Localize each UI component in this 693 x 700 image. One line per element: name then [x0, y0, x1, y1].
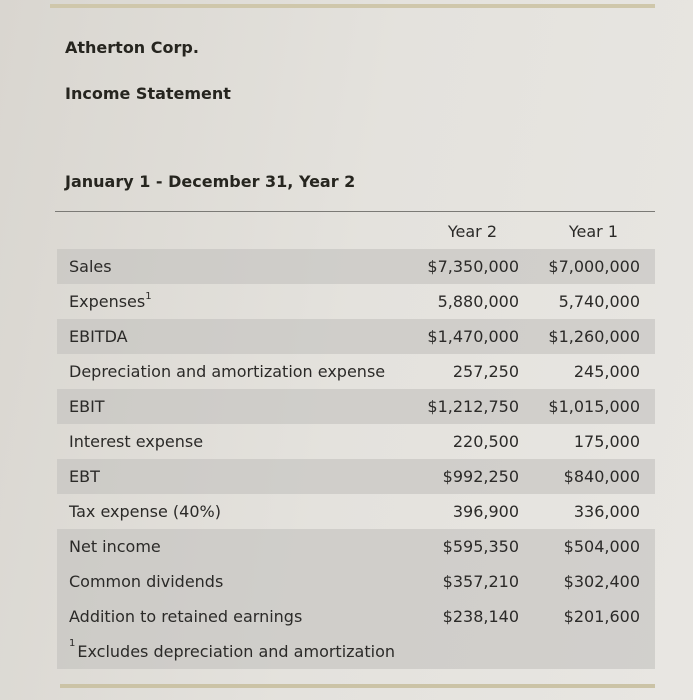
footnote-row [57, 634, 655, 669]
row-label: Net income [69, 537, 161, 556]
value-year2: 220,500 [452, 432, 519, 451]
value-year2: $992,250 [442, 467, 519, 486]
value-year1: $302,400 [563, 572, 640, 591]
table-row [57, 319, 655, 354]
footnote-marker: 1 [69, 637, 76, 649]
table-row [57, 249, 655, 284]
value-year2: $357,210 [442, 572, 519, 591]
value-year1: $7,000,000 [548, 257, 640, 276]
row-label: Expenses$^1$ [69, 290, 152, 311]
value-year1: 336,000 [573, 502, 640, 521]
table-row [57, 389, 655, 424]
table-row [57, 494, 655, 529]
table-row [57, 284, 655, 319]
top-rule [50, 4, 655, 8]
value-year1: 175,000 [573, 432, 640, 451]
value-year2: $7,350,000 [427, 257, 519, 276]
table-row [57, 459, 655, 494]
footnote [69, 634, 395, 669]
table-row [57, 424, 655, 459]
value-year2: 257,250 [452, 362, 519, 381]
table-row [57, 599, 655, 634]
row-label: Common dividends [69, 572, 224, 591]
value-year2: $1,212,750 [427, 397, 519, 416]
statement-title: Income Statement [65, 84, 231, 103]
bottom-rule [60, 684, 655, 688]
value-year1: $840,000 [563, 467, 640, 486]
row-label: Interest expense [69, 432, 204, 451]
row-label: Tax expense (40%) [69, 502, 221, 521]
value-year1: $1,260,000 [548, 327, 640, 346]
company-name: Atherton Corp. [65, 38, 199, 57]
table-row [57, 529, 655, 564]
value-year1: 5,740,000 [558, 292, 640, 311]
value-year1: $1,015,000 [548, 397, 640, 416]
table-row [57, 564, 655, 599]
table-top-rule [55, 211, 655, 212]
row-label: EBITDA [69, 327, 128, 346]
value-year1: $201,600 [563, 607, 640, 626]
footnote-text: Excludes depreciation and amortization [77, 642, 395, 661]
row-label: Addition to retained earnings [69, 607, 303, 626]
row-label: Depreciation and amortization expense [69, 362, 386, 381]
table-header-row [57, 214, 655, 249]
value-year2: $595,350 [442, 537, 519, 556]
value-year2: 5,880,000 [437, 292, 519, 311]
table-row [57, 354, 655, 389]
value-year1: 245,000 [573, 362, 640, 381]
row-label: EBT [69, 467, 100, 486]
value-year2: $1,470,000 [427, 327, 519, 346]
value-year2: $238,140 [442, 607, 519, 626]
footnote-marker: 1 [145, 290, 152, 302]
value-year2: 396,900 [452, 502, 519, 521]
value-year1: $504,000 [563, 537, 640, 556]
income-statement-table [57, 214, 655, 669]
row-label: EBIT [69, 397, 105, 416]
column-header-year2: Year 2 [447, 222, 497, 241]
row-label: Sales [69, 257, 112, 276]
statement-period: January 1 - December 31, Year 2 [65, 172, 356, 191]
column-header-year1: Year 1 [568, 222, 618, 241]
